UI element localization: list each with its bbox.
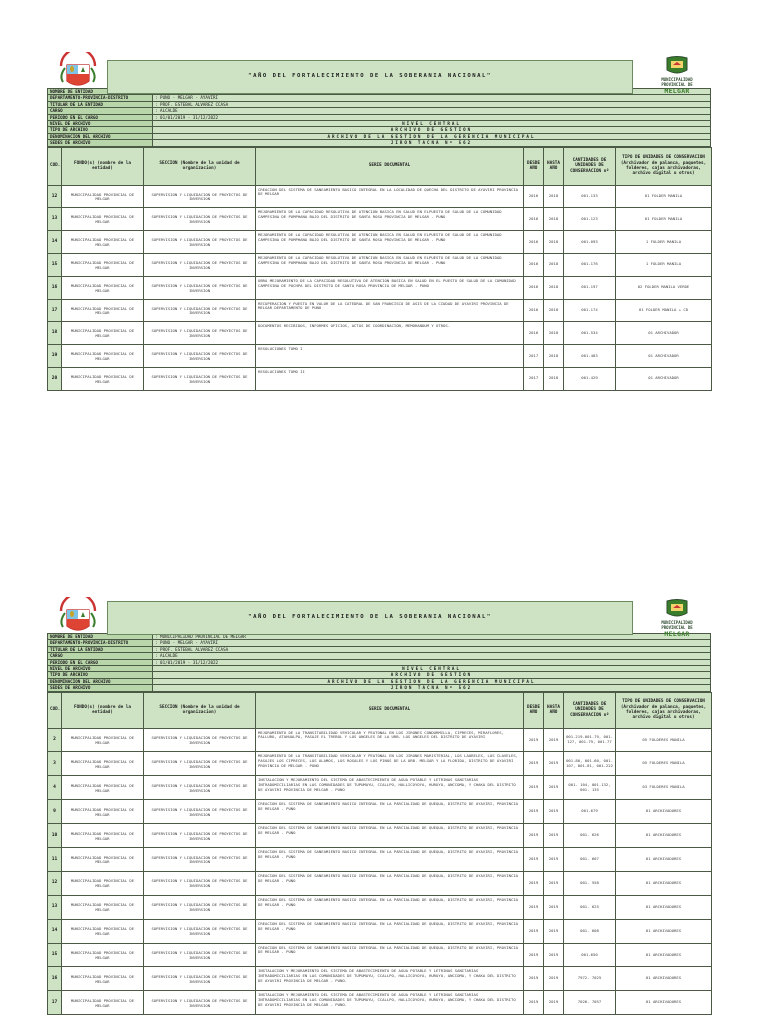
motto-box: [107, 601, 633, 635]
row-serie: INSTALACION Y MEJORAMIENTO DEL SISTEMA DE ABASTECIMIENTO DE AGUA POTABLE Y LETRINAS SANITARIAS INTRADOMICILIARIAS EN LAS COMUNIDADES DE TUPUMAYU, CCALLPO, HALLICOYOYA, HURUYO, ANCCOMA, Y CHAKA DEL DISTRITO DE AYAVIRI PROVINCIA DE MELGAR - PUNO.: [256, 991, 524, 1015]
entity-info-table: [47, 633, 711, 692]
row-fondo: MUNICIPALIDAD PROVINCIAL DE MELGAR: [62, 208, 144, 231]
row-desde: 2019: [524, 752, 544, 776]
row-fondo: MUNICIPALIDAD PROVINCIAL DE MELGAR: [62, 322, 144, 345]
table-row: [48, 800, 712, 824]
info-value: : MUNICIPALIDAD PROVINCIAL DE MELGAR: [153, 634, 711, 640]
row-fondo: MUNICIPALIDAD PROVINCIAL DE MELGAR: [62, 800, 144, 824]
row-cod: 17: [48, 299, 62, 322]
table-row: [48, 991, 712, 1015]
table-row: [48, 367, 712, 390]
row-desde: 2019: [524, 991, 544, 1015]
row-serie: DOCUMENTOS RECIBIDOS, INFORMES OFICIOS, ACTAS DE COORDINACION, MEMORANDUM Y OTROS.: [256, 322, 524, 345]
row-seccion: SUPERVISION Y LIQUIDACION DE PROYECTOS DE INVERSION: [144, 800, 256, 824]
row-seccion: SUPERVISION Y LIQUIDACION DE PROYECTOS DE INVERSION: [144, 208, 256, 231]
row-desde: 2019: [524, 871, 544, 895]
row-tipo: 01 ARCHIVADORES: [616, 824, 712, 848]
info-value: : 01/01/2019 - 31/12/2022: [153, 659, 711, 665]
info-row: [48, 685, 711, 691]
municipality-logo: [645, 599, 709, 638]
row-fondo: MUNICIPALIDAD PROVINCIAL DE MELGAR: [62, 752, 144, 776]
row-seccion: SUPERVISION Y LIQUIDACION DE PROYECTOS DE INVERSION: [144, 367, 256, 390]
row-fondo: MUNICIPALIDAD PROVINCIAL DE MELGAR: [62, 299, 144, 322]
row-hasta: 2018: [544, 276, 564, 299]
row-seccion: SUPERVISION Y LIQUIDACION DE PROYECTOS DE INVERSION: [144, 276, 256, 299]
table-2-body: [48, 728, 712, 1015]
row-hasta: 2019: [544, 728, 564, 752]
row-tipo: 01 ARCHIVADOR: [616, 367, 712, 390]
row-cod: 12: [48, 185, 62, 208]
row-hasta: 2018: [544, 345, 564, 368]
row-cantidades: 001-176: [564, 253, 616, 276]
table-row: [48, 728, 712, 752]
row-cantidades: 001-219-001-79, 001-127, 001-79, 001-77: [564, 728, 616, 752]
info-value: : PUNO - MELGAR - AYAVIRI: [153, 640, 711, 646]
row-cod: 18: [48, 322, 62, 345]
table-1-body: [48, 185, 712, 390]
row-hasta: 2018: [544, 322, 564, 345]
row-hasta: 2018: [544, 231, 564, 254]
row-cantidades: 001- 104, 001-132, 001- 135: [564, 776, 616, 800]
row-cantidades: 001-483: [564, 345, 616, 368]
row-fondo: MUNICIPALIDAD PROVINCIAL DE MELGAR: [62, 943, 144, 967]
row-cantidades: 001- 558: [564, 871, 616, 895]
info-value: ARCHIVO DE LA GESTION DE LA GERENCIA MUNICIPAL: [153, 133, 711, 139]
col-desde: DESDE AÑO: [524, 692, 544, 728]
info-key: PERIODO EN EL CARGO: [48, 659, 153, 665]
row-seccion: SUPERVISION Y LIQUIDACION DE PROYECTOS DE INVERSION: [144, 871, 256, 895]
row-serie: MEJORAMIENTO DE LA CAPACIDAD RESOLUTIVA DE ATENCION BASICA EN SALUD EN ELPUESTO DE SALUD DE LA COMUNIDAD CAMPESINA DE PUMPHANA BAJO DEL DISTRITO DE SANTA ROSA PROVINCIA DE MELGAR - PUNO: [256, 231, 524, 254]
row-cantidades: 001- 607: [564, 847, 616, 871]
row-tipo: 01 FOLDER MANILA: [616, 185, 712, 208]
row-desde: 2016: [524, 253, 544, 276]
row-tipo: 1 FOLDER MANILA: [616, 231, 712, 254]
row-desde: 2019: [524, 895, 544, 919]
info-key: CARGO: [48, 653, 153, 659]
info-key: DENOMINACION DEL ARCHIVO: [48, 133, 153, 139]
row-tipo: 1 FOLDER MANILA: [616, 253, 712, 276]
col-serie: SERIE DOCUMENTAL: [256, 692, 524, 728]
table-row: [48, 231, 712, 254]
info-value: : ALCALDE: [153, 653, 711, 659]
row-fondo: MUNICIPALIDAD PROVINCIAL DE MELGAR: [62, 253, 144, 276]
table-row: [48, 276, 712, 299]
col-seccion: SECCION (Nombre de la unidad de organizacion): [144, 692, 256, 728]
row-seccion: SUPERVISION Y LIQUIDACION DE PROYECTOS DE INVERSION: [144, 728, 256, 752]
logo-line2: PROVINCIAL DE: [661, 82, 693, 88]
info-value: : PROF. ESTEBAL ALVAREZ CCASA: [153, 101, 711, 107]
row-cantidades: 001- 625: [564, 895, 616, 919]
row-tipo: 05 FOLDERES MANILA: [616, 728, 712, 752]
row-hasta: 2019: [544, 895, 564, 919]
info-key: NIVEL DE ARCHIVO: [48, 120, 153, 126]
row-cantidades: 001- 626: [564, 824, 616, 848]
info-key: PERIODO EN EL CARGO: [48, 114, 153, 120]
table-row: [48, 345, 712, 368]
row-fondo: MUNICIPALIDAD PROVINCIAL DE MELGAR: [62, 185, 144, 208]
info-key: NOMBRE DE ENTIDAD: [48, 634, 153, 640]
row-hasta: 2019: [544, 824, 564, 848]
row-cod: 13: [48, 895, 62, 919]
table-row: [48, 752, 712, 776]
row-tipo: 01 ARCHIVADORES: [616, 847, 712, 871]
info-value: ARCHIVO DE LA GESTION DE LA GERENCIA MUNICIPAL: [153, 678, 711, 684]
municipality-emblem-icon: [645, 56, 709, 76]
row-cod: 9: [48, 800, 62, 824]
col-hasta: HASTA AÑO: [544, 147, 564, 185]
row-fondo: MUNICIPALIDAD PROVINCIAL DE MELGAR: [62, 919, 144, 943]
row-fondo: MUNICIPALIDAD PROVINCIAL DE MELGAR: [62, 824, 144, 848]
row-seccion: SUPERVISION Y LIQUIDACION DE PROYECTOS DE INVERSION: [144, 943, 256, 967]
info-value: ARCHIVO DE GESTION: [153, 127, 711, 133]
row-fondo: MUNICIPALIDAD PROVINCIAL DE MELGAR: [62, 895, 144, 919]
row-cod: 16: [48, 967, 62, 991]
row-hasta: 2019: [544, 800, 564, 824]
row-desde: 2019: [524, 728, 544, 752]
row-cantidades: 001-429: [564, 367, 616, 390]
table-row: [48, 299, 712, 322]
row-serie: CREACION DEL SISTEMA DE SANEAMIENTO BASICO INTEGRAL EN LA PARCIALIDAD DE QUEQUA, DISTRITO DE AYAVIRI, PROVINCIA DE MELGAR - PUNO: [256, 919, 524, 943]
row-serie: CREACION DEL SISTEMA DE SANEAMIENTO BASICO INTEGRAL EN LA PARCIALIDAD DE QUEQUA, DISTRITO DE AYAVIRI, PROVINCIA DE MELGAR - PUNO: [256, 871, 524, 895]
row-cod: 19: [48, 345, 62, 368]
row-cod: 13: [48, 208, 62, 231]
row-desde: 2019: [524, 776, 544, 800]
row-serie: INSTALACION Y MEJORAMIENTO DEL SISTEMA DE ABASTECIMIENTO DE AGUA POTABLE Y LETRINAS SANITARIAS INTRADOMICILIARIAS EN LAS COMUNIDADES DE TUPUMAYU, CCALLPO, HALLICOYOYA, HURUYO, ANCCOMA, Y CHAKA DEL DISTRITO DE AYAVIRI PROVINCIA DE MELGAR - PUNO: [256, 776, 524, 800]
header-band: [47, 597, 711, 637]
row-serie: CREACION DEL SISTEMA DE SANEAMIENTO BASICO INTEGRAL EN LA LOCALIDAD DE QUECHA DEL DISTRITO DE AYAVIRI PROVINCIA DE MELGAR: [256, 185, 524, 208]
motto-box: [107, 60, 633, 94]
row-serie: OBRA MEJORAMIENTO DE LA CAPACIDAD RESOLUTIVA DE ATENCION BASICA EN SALUD EN EL PUESTO DE SALUD DE LA COMUNIDAD CAMPESINA DE PUCHPA DEL DISTRITO DE SANTA ROSA PROVINCIA DE MELGAR - PUNO: [256, 276, 524, 299]
motto-text: "AÑO DEL FORTALECIMIENTO DE LA SOBERANIA NACIONAL": [248, 73, 492, 79]
row-serie: CREACION DEL SISTEMA DE SANEAMIENTO BASICO INTEGRAL EN LA PARCIALIDAD DE QUEQUA, DISTRITO DE AYAVIRI, PROVINCIA DE MELGAR - PUNO: [256, 824, 524, 848]
row-tipo: 02 FOLDER MANILA VERDE: [616, 276, 712, 299]
entity-info-table: [47, 88, 711, 147]
row-desde: 2016: [524, 185, 544, 208]
row-seccion: SUPERVISION Y LIQUIDACION DE PROYECTOS DE INVERSION: [144, 345, 256, 368]
row-tipo: 01 ARCHIVADORES: [616, 919, 712, 943]
header-band: [47, 52, 711, 96]
row-desde: 2019: [524, 943, 544, 967]
row-fondo: MUNICIPALIDAD PROVINCIAL DE MELGAR: [62, 847, 144, 871]
row-serie: RESOLUCIONES TOMO II: [256, 367, 524, 390]
row-cantidades: 001- 608: [564, 919, 616, 943]
row-fondo: MUNICIPALIDAD PROVINCIAL DE MELGAR: [62, 991, 144, 1015]
row-hasta: 2019: [544, 847, 564, 871]
info-key: TITULAR DE LA ENTIDAD: [48, 101, 153, 107]
row-cantidades: 001-174: [564, 299, 616, 322]
row-cod: 14: [48, 231, 62, 254]
row-hasta: 2019: [544, 776, 564, 800]
col-tipo: TIPO DE UNIDADES DE CONSERVACION (Archivador de palanca, paquetes, folderes, cajas archivadoras, archivo digital u otros): [616, 147, 712, 185]
info-key: SEDES DE ARCHIVO: [48, 140, 153, 146]
row-serie: RECUPERACION Y PUESTA EN VALOR DE LA CATEDRAL DE SAN FRANCISCO DE ASIS DE LA CIUDAD DE AYAVIRI PROVINCIA DE MELGAR DEPARTAMENTO DE PUNO: [256, 299, 524, 322]
row-serie: MEJORAMIENTO DE LA TRANSITABILIDAD VEHICULAR Y PEATONAL EN LOS JIRONES CONDORMILLA, CIPRECES, MIRAFLORES, PALLURO, ATAHUALPA, PASAJE EL TREBOL Y LOS ANGELES DE LA URB. LOS ANGELES DEL DISTRITO DE AYAVIRI: [256, 728, 524, 752]
info-key: CARGO: [48, 108, 153, 114]
row-tipo: 01 ARCHIVADORES: [616, 895, 712, 919]
info-value: NIVEL CENTRAL: [153, 665, 711, 671]
info-value: JIRON TACNA Nº 562: [153, 685, 711, 691]
row-tipo: 03 FOLDERES MANILA: [616, 776, 712, 800]
row-fondo: MUNICIPALIDAD PROVINCIAL DE MELGAR: [62, 345, 144, 368]
table-row: [48, 919, 712, 943]
row-desde: 2016: [524, 322, 544, 345]
row-tipo: 01 FOLDER MANILA + CD: [616, 299, 712, 322]
table-row: [48, 824, 712, 848]
col-cantidades: CANTIDADES DE UNIDADES DE CONSERVACION nº: [564, 692, 616, 728]
row-desde: 2016: [524, 231, 544, 254]
info-value: : PUNO - MELGAR - AYAVIRI: [153, 95, 711, 101]
table-row: [48, 208, 712, 231]
page-2: [47, 597, 711, 1015]
row-serie: CREACION DEL SISTEMA DE SANEAMIENTO BASICO INTEGRAL EN LA PARCIALIDAD DE QUEQUA, DISTRITO DE AYAVIRI, PROVINCIA DE MELGAR - PUNO: [256, 847, 524, 871]
row-hasta: 2019: [544, 919, 564, 943]
row-seccion: SUPERVISION Y LIQUIDACION DE PROYECTOS DE INVERSION: [144, 231, 256, 254]
row-hasta: 2018: [544, 253, 564, 276]
table-row: [48, 776, 712, 800]
inventory-table-1: [47, 147, 712, 391]
row-desde: 2016: [524, 299, 544, 322]
info-key: SEDES DE ARCHIVO: [48, 685, 153, 691]
row-desde: 2019: [524, 800, 544, 824]
row-cod: 14: [48, 919, 62, 943]
row-hasta: 2019: [544, 991, 564, 1015]
info-key: TIPO DE ARCHIVO: [48, 127, 153, 133]
row-tipo: 01 ARCHIVADORES: [616, 991, 712, 1015]
row-tipo: 01 ARCHIVADOR: [616, 322, 712, 345]
row-serie: MEJORAMIENTO DE LA CAPACIDAD RESOLUTIVA DE ATENCION BASICA EN SALUD EN ELPUESTO DE SALUD DE LA COMUNIDAD CAMPESINA DE PUMPHANA BAJO DEL DISTRITO DE SANTA ROSA PROVINCIA DE MELGAR - PUNO: [256, 253, 524, 276]
row-seccion: SUPERVISION Y LIQUIDACION DE PROYECTOS DE INVERSION: [144, 847, 256, 871]
col-fondo: FONDO(s) (nombre de la entidad): [62, 147, 144, 185]
info-key: NOMBRE DE ENTIDAD: [48, 89, 153, 95]
row-cod: 20: [48, 367, 62, 390]
row-fondo: MUNICIPALIDAD PROVINCIAL DE MELGAR: [62, 967, 144, 991]
info-value: : ALCALDE: [153, 108, 711, 114]
row-hasta: 2019: [544, 871, 564, 895]
row-tipo: 01 ARCHIVADOR: [616, 345, 712, 368]
row-seccion: SUPERVISION Y LIQUIDACION DE PROYECTOS DE INVERSION: [144, 824, 256, 848]
row-serie: RESOLUCIONES TOMO I: [256, 345, 524, 368]
row-cod: 3: [48, 752, 62, 776]
row-tipo: 01 ARCHIVADORES: [616, 800, 712, 824]
row-hasta: 2019: [544, 967, 564, 991]
row-cantidades: 001-197: [564, 276, 616, 299]
info-key: TITULAR DE LA ENTIDAD: [48, 646, 153, 652]
row-cod: 16: [48, 276, 62, 299]
row-seccion: SUPERVISION Y LIQUIDACION DE PROYECTOS DE INVERSION: [144, 991, 256, 1015]
row-fondo: MUNICIPALIDAD PROVINCIAL DE MELGAR: [62, 728, 144, 752]
row-desde: 2016: [524, 276, 544, 299]
municipality-logo: [645, 56, 709, 95]
row-cantidades: 7972- 7025: [564, 967, 616, 991]
row-tipo: 01 ARCHIVADORES: [616, 871, 712, 895]
info-value: NIVEL CENTRAL: [153, 120, 711, 126]
table-row: [48, 943, 712, 967]
row-cantidades: 001-123: [564, 208, 616, 231]
row-seccion: SUPERVISION Y LIQUIDACION DE PROYECTOS DE INVERSION: [144, 253, 256, 276]
peru-coat-of-arms-icon: [53, 597, 103, 638]
row-fondo: MUNICIPALIDAD PROVINCIAL DE MELGAR: [62, 231, 144, 254]
row-hasta: 2018: [544, 185, 564, 208]
row-cod: 15: [48, 253, 62, 276]
row-cod: 10: [48, 824, 62, 848]
info-value: JIRON TACNA Nº 562: [153, 140, 711, 146]
col-seccion: SECCION (Nombre de la unidad de organizacion): [144, 147, 256, 185]
row-seccion: SUPERVISION Y LIQUIDACION DE PROYECTOS DE INVERSION: [144, 322, 256, 345]
row-fondo: MUNICIPALIDAD PROVINCIAL DE MELGAR: [62, 871, 144, 895]
municipality-emblem-icon: [645, 599, 709, 619]
row-cod: 4: [48, 776, 62, 800]
row-seccion: SUPERVISION Y LIQUIDACION DE PROYECTOS DE INVERSION: [144, 776, 256, 800]
logo-brand: MELGAR: [664, 87, 690, 96]
row-cod: 11: [48, 847, 62, 871]
motto-text: "AÑO DEL FORTALECIMIENTO DE LA SOBERANIA NACIONAL": [248, 614, 492, 620]
col-desde: DESDE AÑO: [524, 147, 544, 185]
row-tipo: 01 ARCHIVADORES: [616, 967, 712, 991]
row-cantidades: 001-534: [564, 322, 616, 345]
info-key: DENOMINACION DEL ARCHIVO: [48, 678, 153, 684]
page-1: [47, 52, 711, 391]
row-serie: CREACION DEL SISTEMA DE SANEAMIENTO BASICO INTEGRAL EN LA PARCIALIDAD DE QUEQUA, DISTRITO DE AYAVIRI, PROVINCIA DE MELGAR - PUNO: [256, 943, 524, 967]
col-fondo: FONDO(s) (nombre de la entidad): [62, 692, 144, 728]
row-desde: 2019: [524, 967, 544, 991]
info-key: NIVEL DE ARCHIVO: [48, 665, 153, 671]
col-cantidades: CANTIDADES DE UNIDADES DE CONSERVACION nº: [564, 147, 616, 185]
row-cod: 17: [48, 991, 62, 1015]
row-cod: 2: [48, 728, 62, 752]
table-row: [48, 253, 712, 276]
row-cantidades: 001-093: [564, 231, 616, 254]
row-cod: 15: [48, 943, 62, 967]
row-hasta: 2018: [544, 208, 564, 231]
row-hasta: 2018: [544, 299, 564, 322]
peru-coat-of-arms-icon: [53, 52, 103, 93]
logo-line1: MUNICIPALIDAD: [661, 620, 693, 626]
row-desde: 2019: [524, 824, 544, 848]
row-cantidades: 001-679: [564, 800, 616, 824]
row-serie: MEJORAMIENTO DE LA TRANSITABILIDAD VEHICULAR Y PEATONAL EN LOS JIRONES MARISTERIAL, LOS LAURELES, LOS CLAVELES, PASAJES LOS CIPRECES, LOS ALAMOS, LOS ROSALES Y LOS PINOS DE LA URB. MELGAR Y LA FLORIDA, DISTRITO DE AYAVIRI PROVINCIA DE MELGAR - PUNO: [256, 752, 524, 776]
col-cod: COD.: [48, 692, 62, 728]
table-row: [48, 185, 712, 208]
row-serie: MEJORAMIENTO DE LA CAPACIDAD RESOLUTIVA DE ATENCION BASICA EN SALUD EN ELPUESTO DE SALUD DE LA COMUNIDAD CAMPESINA DE PUMPHANA BAJO DEL DISTRITO DE SANTA ROSA PROVINCIA DE MELGAR - PUNO: [256, 208, 524, 231]
row-seccion: SUPERVISION Y LIQUIDACION DE PROYECTOS DE INVERSION: [144, 299, 256, 322]
row-cantidades: 001-650: [564, 943, 616, 967]
row-desde: 2016: [524, 208, 544, 231]
logo-brand: MELGAR: [664, 630, 690, 639]
col-cod: COD.: [48, 147, 62, 185]
table-row: [48, 895, 712, 919]
row-tipo: 05 FOLDERES MANILA: [616, 752, 712, 776]
row-seccion: SUPERVISION Y LIQUIDACION DE PROYECTOS DE INVERSION: [144, 185, 256, 208]
row-serie: INSTALACION Y MEJORAMIENTO DEL SISTEMA DE ABASTECIMIENTO DE AGUA POTABLE Y LETRINAS SANITARIAS INTRADOMICILIARIAS EN LAS COMUNIDADES DE TUPUMAYU, CCALLPO, HALLICOYOYA, HURUYO, ANCCOMA, Y CHAKA DEL DISTRITO DE AYAVIRI PROVINCIA DE MELGAR - PUNO.: [256, 967, 524, 991]
row-desde: 2017: [524, 345, 544, 368]
info-row: [48, 140, 711, 146]
row-desde: 2019: [524, 919, 544, 943]
info-value: : 01/01/2019 - 31/12/2022: [153, 114, 711, 120]
row-seccion: SUPERVISION Y LIQUIDACION DE PROYECTOS DE INVERSION: [144, 919, 256, 943]
table-row: [48, 871, 712, 895]
row-fondo: MUNICIPALIDAD PROVINCIAL DE MELGAR: [62, 276, 144, 299]
row-seccion: SUPERVISION Y LIQUIDACION DE PROYECTOS DE INVERSION: [144, 967, 256, 991]
table-row: [48, 847, 712, 871]
logo-line1: MUNICIPALIDAD: [661, 77, 693, 83]
info-key: TIPO DE ARCHIVO: [48, 672, 153, 678]
row-hasta: 2018: [544, 367, 564, 390]
row-desde: 2017: [524, 367, 544, 390]
row-cantidades: 001-80, 001-60, 001-107, 001-81, 001-222: [564, 752, 616, 776]
inventory-table-2: [47, 692, 712, 1016]
table-row: [48, 322, 712, 345]
row-fondo: MUNICIPALIDAD PROVINCIAL DE MELGAR: [62, 367, 144, 390]
row-serie: CREACION DEL SISTEMA DE SANEAMIENTO BASICO INTEGRAL EN LA PARCIALIDAD DE QUEQUA, DISTRITO DE AYAVIRI, PROVINCIA DE MELGAR - PUNO: [256, 800, 524, 824]
table-row: [48, 967, 712, 991]
logo-line2: PROVINCIAL DE: [661, 625, 693, 631]
row-serie: CREACION DEL SISTEMA DE SANEAMIENTO BASICO INTEGRAL EN LA PARCIALIDAD DE QUEQUA, DISTRITO DE AYAVIRI, PROVINCIA DE MELGAR - PUNO: [256, 895, 524, 919]
row-seccion: SUPERVISION Y LIQUIDACION DE PROYECTOS DE INVERSION: [144, 895, 256, 919]
row-cantidades: 001-133: [564, 185, 616, 208]
col-hasta: HASTA AÑO: [544, 692, 564, 728]
col-serie: SERIE DOCUMENTAL: [256, 147, 524, 185]
info-value: ARCHIVO DE GESTION: [153, 672, 711, 678]
row-desde: 2019: [524, 847, 544, 871]
row-tipo: 01 ARCHIVADORES: [616, 943, 712, 967]
row-hasta: 2019: [544, 752, 564, 776]
row-hasta: 2019: [544, 943, 564, 967]
info-value: : PROF. ESTEBAL ALVAREZ CCASA: [153, 646, 711, 652]
row-tipo: 01 FOLDER MANILA: [616, 208, 712, 231]
row-seccion: SUPERVISION Y LIQUIDACION DE PROYECTOS DE INVERSION: [144, 752, 256, 776]
info-key: DEPARTAMENTO-PROVINCIA-DISTRITO: [48, 95, 153, 101]
col-tipo: TIPO DE UNIDADES DE CONSERVACION (Archivador de palanca, paquetes, folderes, cajas archivadoras, archivo digital u otros): [616, 692, 712, 728]
row-cantidades: 7026- 7057: [564, 991, 616, 1015]
row-fondo: MUNICIPALIDAD PROVINCIAL DE MELGAR: [62, 776, 144, 800]
row-cod: 12: [48, 871, 62, 895]
info-key: DEPARTAMENTO-PROVINCIA-DISTRITO: [48, 640, 153, 646]
